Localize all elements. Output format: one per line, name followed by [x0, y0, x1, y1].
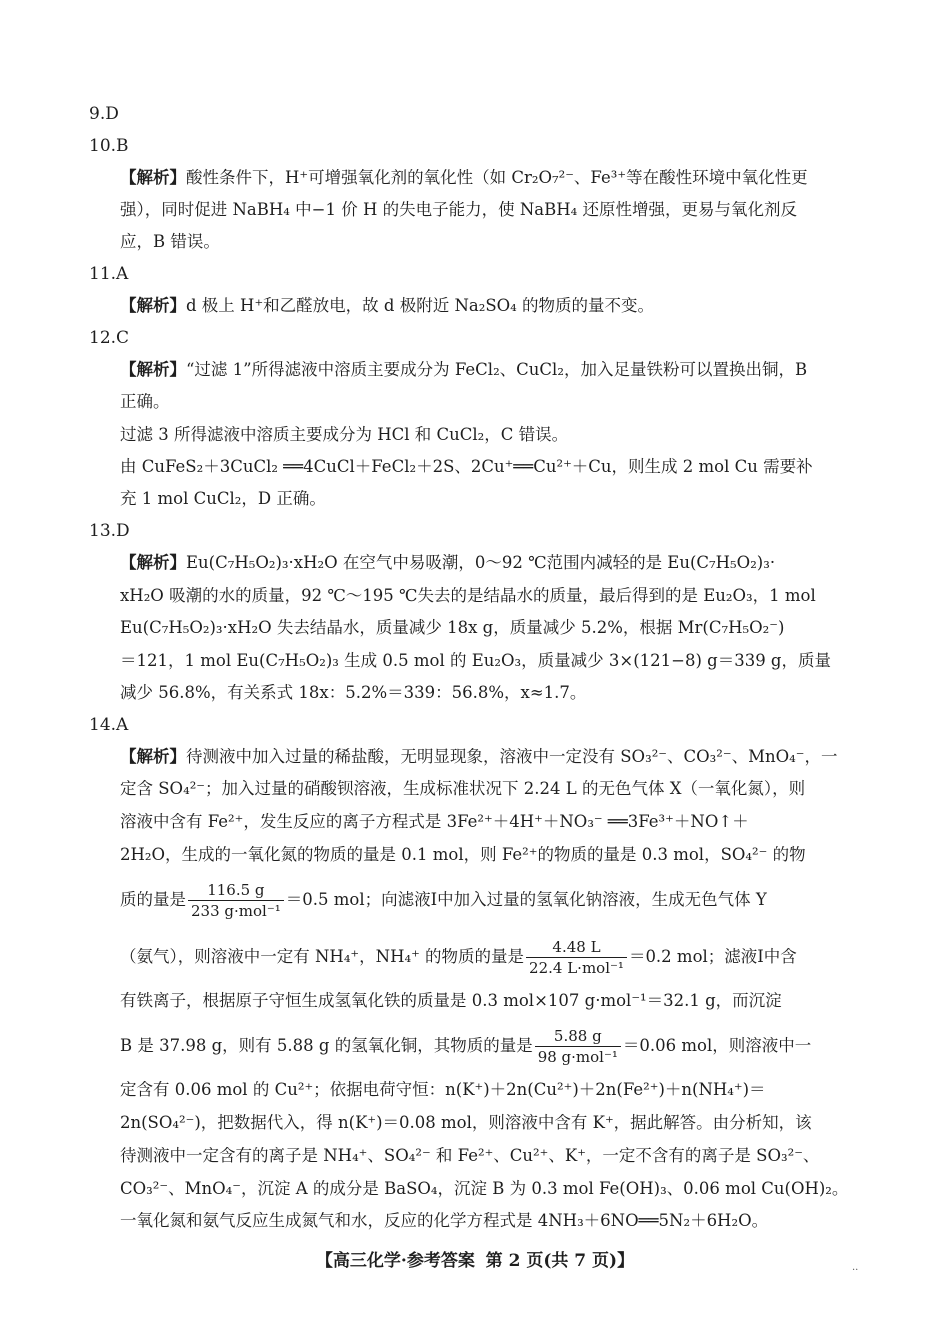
footer-title: 高三化学·参考答案 [332, 1251, 475, 1271]
q14-line-8: B 是 37.98 g，则有 5.88 g 的氢氧化铜，其物质的量是 $\frac{5.88 g}{\text{98 g·mol⁻¹}}$ ＝0.06 mol，则溶液中一 [120, 1027, 812, 1066]
corner-mark: .. [852, 1262, 859, 1273]
q12-answer: 12.C [89, 328, 130, 348]
q14-line-11: 待测液中一定含有的离子是 NH₄⁺、SO₄²⁻ 和 Fe²⁺、Cu²⁺、K⁺，一定不含有的离子是 SO₃²⁻、 [120, 1146, 820, 1165]
q12-line-1: 【解析】“过滤 1”所得滤液中溶质主要成分为 FeCl₂、CuCl₂，加入足量铁粉可以置换出铜，B [120, 360, 808, 379]
fraction-ammonium: $\frac{4.48 L}{\text{22.4 L·mol⁻¹}}$ [526, 938, 627, 977]
q14-line-4: 2H₂O，生成的一氧化氮的物质的量是 0.1 mol，则 Fe²⁺的物质的量是 0.3 mol，SO₄²⁻ 的物 [120, 845, 806, 864]
q10-answer: 10.B [89, 136, 129, 156]
q14-line-1: 【解析】待测液中加入过量的稀盐酸，无明显现象，溶液中一定没有 SO₃²⁻、CO₃²⁻、MnO₄⁻，一 [120, 747, 838, 766]
q12-line-3: 过滤 3 所得滤液中溶质主要成分为 HCl 和 CuCl₂，C 错误。 [120, 425, 569, 444]
q13-line-2: xH₂O 吸潮的水的质量，92 ℃～195 ℃失去的是结晶水的质量，最后得到的是 Eu₂O₃，1 mol [120, 586, 816, 605]
q13-line-5: 减少 56.8%，有关系式 18x：5.2%＝339：56.8%，x≈1.7。 [120, 683, 587, 702]
q14-line-6: （氨气），则溶液中一定有 NH₄⁺，NH₄⁺ 的物质的量是 $\frac{4.48 L}{\text{22.4 L·mol⁻¹}}$ ＝0.2 mol；滤液Ⅰ中含 [120, 938, 797, 977]
q14-line-9: 定含有 0.06 mol 的 Cu²⁺；依据电荷守恒：n(K⁺)＋2n(Cu²⁺)＋2n(Fe²⁺)＋n(NH₄⁺)＝ [120, 1080, 766, 1099]
q14-line-5: 质的量是 $\frac{116.5 g}{\text{233 g·mol⁻¹}}$ ＝0.5 mol；向滤液Ⅰ中加入过量的氢氧化钠溶液，生成无色气体 Y [120, 881, 767, 920]
q13-answer: 13.D [89, 521, 130, 541]
q14-line-10: 2n(SO₄²⁻)，把数据代入，得 n(K⁺)＝0.08 mol，则溶液中含有 K⁺，据此解答。由分析知，该 [120, 1113, 812, 1132]
analysis-tag: 【解析】 [120, 747, 186, 766]
q14-line-7: 有铁离子，根据原子守恒生成氢氧化铁的质量是 0.3 mol×107 g·mol⁻¹＝32.1 g，而沉淀 [120, 991, 782, 1010]
q13-line-1: 【解析】Eu(C₇H₅O₂)₃·xH₂O 在空气中易吸潮，0～92 ℃范围内减轻的是 Eu(C₇H₅O₂)₃· [120, 553, 776, 572]
fraction-copper-hydroxide: $\frac{5.88 g}{\text{98 g·mol⁻¹}}$ [535, 1027, 621, 1066]
q14-answer: 14.A [89, 715, 129, 735]
analysis-tag: 【解析】 [120, 296, 186, 315]
q12-line-5: 充 1 mol CuCl₂，D 正确。 [120, 489, 326, 508]
q12-line-2: 正确。 [120, 392, 170, 411]
page-footer: 【高三化学·参考答案 第 2 页(共 7 页)】 [315, 1251, 635, 1271]
q11-answer: 11.A [89, 264, 129, 284]
q13-line-3: Eu(C₇H₅O₂)₃·xH₂O 失去结晶水，质量减少 18x g，质量减少 5.2%，根据 Mr(C₇H₅O₂⁻) [120, 618, 785, 637]
q10-line-1: 【解析】酸性条件下，H⁺可增强氧化剂的氧化性（如 Cr₂O₇²⁻、Fe³⁺等在酸性环境中氧化性更 [120, 168, 808, 187]
fraction-sulfate: $\frac{116.5 g}{\text{233 g·mol⁻¹}}$ [188, 881, 284, 920]
q14-line-12: CO₃²⁻、MnO₄⁻，沉淀 A 的成分是 BaSO₄，沉淀 B 为 0.3 mol Fe(OH)₃、0.06 mol Cu(OH)₂。 [120, 1179, 849, 1198]
q14-line-2: 定含 SO₄²⁻；加入过量的硝酸钡溶液，生成标准状况下 2.24 L 的无色气体 X（一氧化氮），则 [120, 779, 806, 798]
q14-line-3: 溶液中含有 Fe²⁺，发生反应的离子方程式是 3Fe²⁺＋4H⁺＋NO₃⁻ ══3Fe³⁺＋NO↑＋ [120, 812, 749, 831]
q10-line-3: 应，B 错误。 [120, 232, 220, 251]
analysis-tag: 【解析】 [120, 360, 186, 379]
analysis-tag: 【解析】 [120, 168, 186, 187]
analysis-tag: 【解析】 [120, 553, 186, 572]
q11-line-1: 【解析】d 极上 H⁺和乙醛放电，故 d 极附近 Na₂SO₄ 的物质的量不变。 [120, 296, 655, 315]
q13-line-4: ＝121，1 mol Eu(C₇H₅O₂)₃ 生成 0.5 mol 的 Eu₂O₃，质量减少 3×(121−8) g＝339 g，质量 [120, 651, 831, 670]
q9-answer: 9.D [89, 104, 119, 124]
footer-page: 第 2 页(共 7 页) [485, 1251, 618, 1271]
q12-line-4: 由 CuFeS₂＋3CuCl₂ ══4CuCl＋FeCl₂＋2S、2Cu⁺══Cu²⁺＋Cu，则生成 2 mol Cu 需要补 [120, 457, 813, 476]
q14-line-13: 一氧化氮和氨气反应生成氮气和水，反应的化学方程式是 4NH₃＋6NO══5N₂＋6H₂O。 [120, 1211, 769, 1230]
q10-line-2: 强），同时促进 NaBH₄ 中−1 价 H 的失电子能力，使 NaBH₄ 还原性增强，更易与氧化剂反 [120, 200, 797, 219]
